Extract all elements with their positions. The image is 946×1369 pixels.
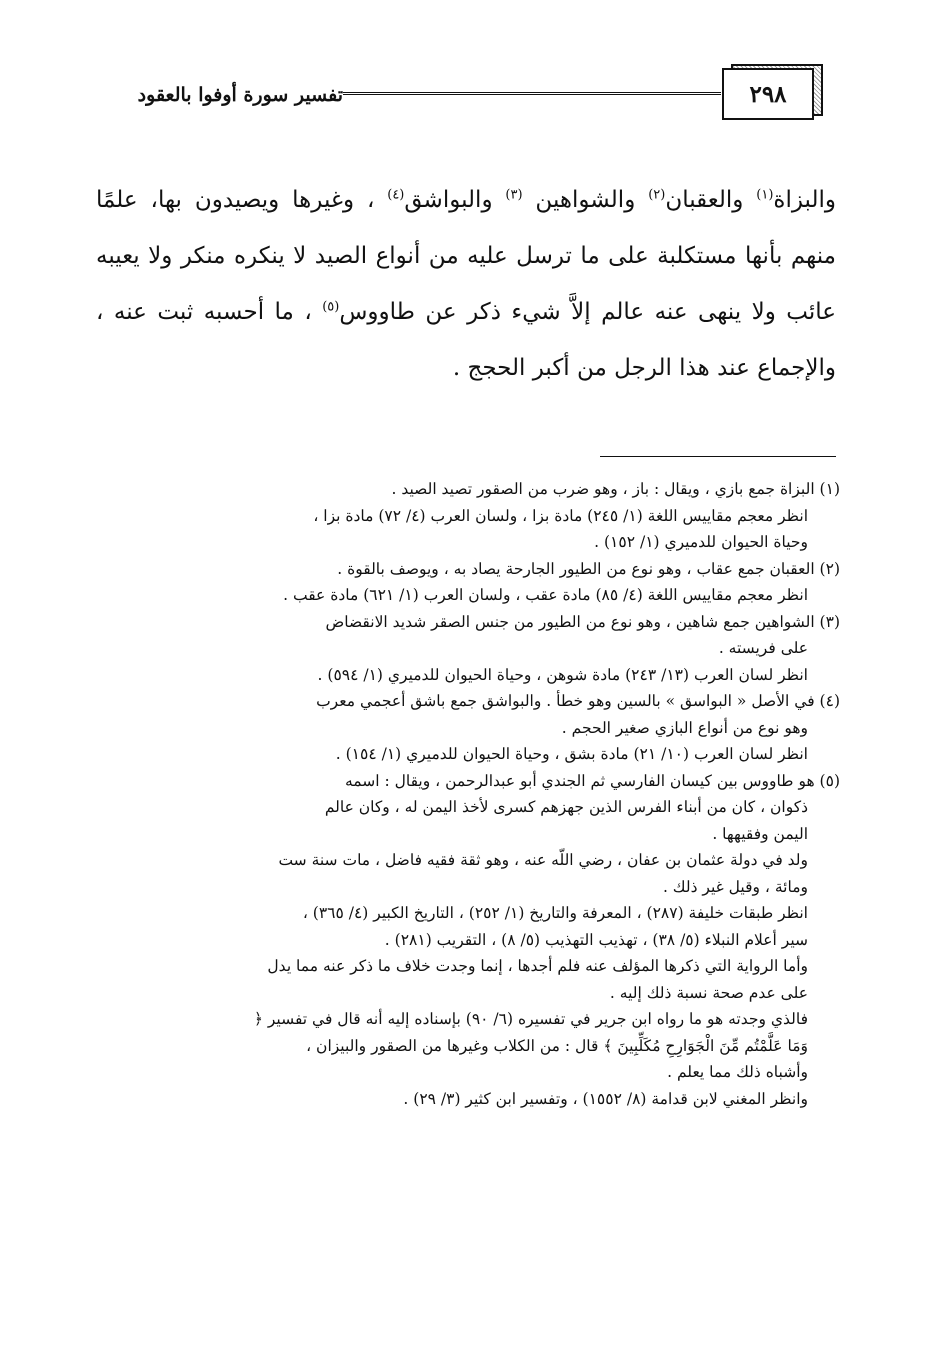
body-text: ، ما أحسبه ثبت عنه ، والإجماع عند هذا الرجل من أكبر الحجج . xyxy=(96,299,836,381)
footnote-separator xyxy=(600,456,836,457)
footnote-line: على فريسته . xyxy=(718,639,808,657)
footnote-line: انظر لسان العرب (١٣/ ٢٤٣) مادة شوهن ، وحياة الحيوان للدميري (١/ ٥٩٤) . xyxy=(317,665,808,684)
footnote-line: (٣) الشواهين جمع شاهين ، وهو نوع من الطيور من جنس الصقر شديد الانقضاض xyxy=(325,612,840,631)
body-text: والعقبان xyxy=(665,187,757,213)
body-text: ، وغيرها ويصيدون بها، علمًا منهم بأنها مستكلبة على ما ترسل عليه من أنواع الصيد لا ينكره منكر ولا يعيبه عائب ولا ينهى عنه عالم إلاَّ شيء ذكر عن طاووس xyxy=(96,187,836,325)
footnote-line: (١) البزاة جمع بازي ، ويقال : باز ، وهو ضرب من الصقور تصيد الصيد . xyxy=(391,480,840,498)
footnote-marker: (٣) xyxy=(505,187,523,203)
footnote-2 xyxy=(96,556,840,609)
footnote-line: وانظر المغني لابن قدامة (٨/ ١٥٥٢) ، وتفسير ابن كثير (٣/ ٢٩) . xyxy=(403,1089,808,1108)
footnote-line: انظر معجم مقاييس اللغة (٤/ ٨٥) مادة عقب ، ولسان العرب (١/ ٦٢١) مادة عقب . xyxy=(283,586,808,604)
footnote-marker: (٤) xyxy=(387,187,405,203)
footnote-line: وحياة الحيوان للدميري (١/ ١٥٢) . xyxy=(594,533,808,551)
header-rule xyxy=(343,92,721,95)
body-text: والشواهين xyxy=(522,187,649,213)
footnotes xyxy=(96,476,840,1112)
main-text xyxy=(96,172,836,396)
footnote-1 xyxy=(96,476,840,556)
body-text: والبواشق xyxy=(404,187,506,213)
footnote-line: على عدم صحة نسبة ذلك إليه . xyxy=(609,983,808,1002)
footnote-line: وهو نوع من أنواع البازي صغير الحجم . xyxy=(561,718,808,737)
footnote-line: ولد في دولة عثمان بن عفان ، رضي اللّه عنه ، وهو ثقة فقيه فاضل ، مات سنة ست xyxy=(278,851,808,869)
footnote-line: ذكوان ، كان من أبناء الفرس الذين جهزهم كسرى لأخذ اليمن له ، وكان عالم xyxy=(324,798,808,816)
footnote-marker: (٢) xyxy=(648,187,666,203)
footnote-line: ومائة ، وقيل غير ذلك . xyxy=(662,877,808,896)
footnote-line: (٤) في الأصل « البواسق » بالسين وهو خطأ . والبواشق جمع باشق أعجمي معرب xyxy=(316,692,840,710)
body-text: والبزاة xyxy=(773,187,836,213)
footnote-3 xyxy=(96,609,840,689)
footnote-line: انظر لسان العرب (١٠/ ٢١) مادة بشق ، وحياة الحيوان للدميري (١/ ١٥٤) . xyxy=(335,745,808,763)
footnote-line: وأما الرواية التي ذكرها المؤلف عنه فلم أجدها ، إنما وجدت خلاف ما ذكر عنه مما يدل xyxy=(267,957,808,975)
footnote-5 xyxy=(96,768,840,1113)
footnote-line: (٢) العقبان جمع عقاب ، وهو نوع من الطيور الجارحة يصاد به ، ويوصف بالقوة . xyxy=(337,559,840,578)
footnote-4 xyxy=(96,688,840,768)
footnote-line: انظر طبقات خليفة (٢٨٧) ، المعرفة والتاريخ (١/ ٢٥٢) ، التاريخ الكبير (٤/ ٣٦٥) ، xyxy=(302,904,808,922)
footnote-marker: (٥) xyxy=(322,299,340,315)
footnote-line: (٥) هو طاووس بين كيسان الفارسي ثم الجندي أبو عبدالرحمن ، ويقال : اسمه xyxy=(344,771,840,790)
footnote-marker: (١) xyxy=(756,187,774,203)
footnote-line: وَمَا عَلَّمْتُم مِّنَ الْجَوَارِحِ مُكَلِّبِينَ ﴾ قال : من الكلاب وغيرها من الصقور والبيزان ، xyxy=(306,1036,808,1055)
footnote-line: اليمن وفقيهها . xyxy=(712,824,808,843)
footnote-line: سير أعلام النبلاء (٥/ ٣٨) ، تهذيب التهذيب (٥/ ٨) ، التقريب (٢٨١) . xyxy=(384,930,808,949)
page-header xyxy=(93,64,823,124)
page-number: ٢٩٨ xyxy=(722,68,814,120)
footnote-line: انظر معجم مقاييس اللغة (١/ ٢٤٥) مادة بزا ، ولسان العرب (٤/ ٧٢) مادة بزا ، xyxy=(313,506,808,525)
footnote-line: فالذي وجدته هو ما رواه ابن جرير في تفسيره (٦/ ٩٠) بإسناده إليه أنه قال في تفسير ﴿ xyxy=(253,1010,808,1028)
footnote-line: وأشباه ذلك مما يعلم . xyxy=(667,1063,808,1081)
running-title: تفسير سورة أوفوا بالعقود xyxy=(137,84,343,106)
main-paragraph xyxy=(96,172,836,396)
